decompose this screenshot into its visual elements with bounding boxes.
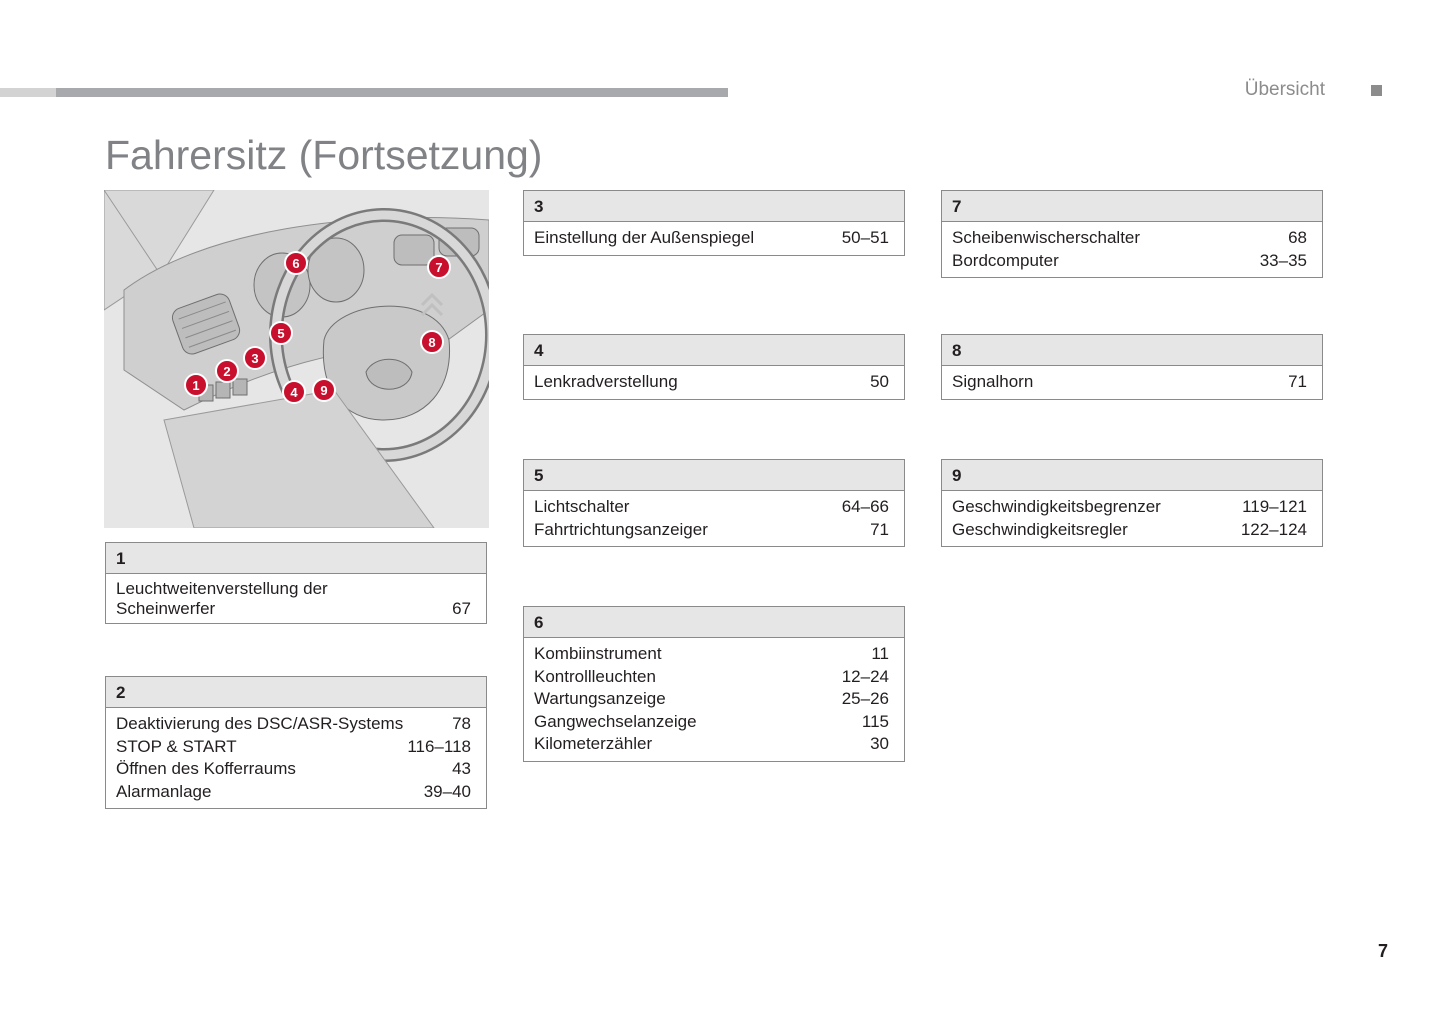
page-reference: 71 <box>1288 372 1307 391</box>
item-label: Öffnen des Kofferraums <box>116 759 296 778</box>
info-box-5 <box>523 459 905 547</box>
list-item <box>534 733 889 756</box>
page-reference: 122–124 <box>1240 519 1307 539</box>
list-item <box>952 371 1307 394</box>
item-label: Bordcomputer <box>952 250 1059 270</box>
item-label: Signalhorn <box>952 372 1034 391</box>
box-number: 2 <box>106 677 486 708</box>
box-number: 8 <box>942 335 1322 366</box>
info-box-4 <box>523 334 905 400</box>
item-label: Kilometerzähler <box>534 734 653 753</box>
list-item <box>534 496 889 519</box>
page-reference: 78 <box>452 714 471 733</box>
box-number: 7 <box>942 191 1322 222</box>
item-label: Kombiinstrument <box>534 644 662 663</box>
header-rule <box>56 88 728 97</box>
item-label: Lichtschalter <box>534 497 630 516</box>
page-reference: 115 <box>861 711 889 731</box>
svg-text:1: 1 <box>192 378 200 393</box>
item-label: Einstellung der Außenspiegel <box>534 228 755 247</box>
list-item <box>116 736 471 759</box>
page-reference: 116–118 <box>407 736 471 756</box>
page-reference: 11 <box>871 644 889 663</box>
list-item <box>534 666 889 689</box>
dashboard-illustration <box>104 190 489 528</box>
list-item <box>534 711 889 734</box>
item-label: Deaktivierung des DSC/ASR-Systems <box>116 714 404 733</box>
item-label: Kontrollleuchten <box>534 666 656 686</box>
svg-text:5: 5 <box>277 326 285 341</box>
item-label: Geschwindigkeitsbegrenzer <box>952 497 1161 516</box>
page-reference: 64–66 <box>841 497 889 516</box>
dashboard-drawing <box>104 190 489 528</box>
svg-text:8: 8 <box>428 335 436 350</box>
info-box-3 <box>523 190 905 256</box>
page-number: 7 <box>1378 941 1389 961</box>
page-reference: 33–35 <box>1259 250 1307 270</box>
svg-text:7: 7 <box>435 260 443 275</box>
box-number: 6 <box>524 607 904 638</box>
list-item <box>534 371 889 394</box>
info-box-2 <box>105 676 487 809</box>
page-title: Fahrersitz (Fortsetzung) <box>105 132 543 178</box>
box-number: 4 <box>524 335 904 366</box>
info-box-1 <box>105 542 487 624</box>
list-item <box>534 688 889 711</box>
box-number: 1 <box>106 543 486 574</box>
item-label: STOP & START <box>116 736 237 756</box>
item-label: Lenkradverstellung <box>534 372 678 391</box>
page-reference: 25–26 <box>841 689 889 708</box>
svg-text:4: 4 <box>290 385 298 400</box>
box-number: 3 <box>524 191 904 222</box>
list-item <box>534 519 889 542</box>
info-box-9 <box>941 459 1323 547</box>
page-reference: 119–121 <box>1242 497 1307 516</box>
item-label: Leuchtweitenverstellung der Scheinwerfer <box>116 579 328 618</box>
box-number: 5 <box>524 460 904 491</box>
info-box-6 <box>523 606 905 762</box>
page-reference: 71 <box>870 519 889 539</box>
section-label: Übersicht <box>1244 79 1325 100</box>
item-label: Alarmanlage <box>116 781 212 801</box>
section-marker-square <box>1371 85 1382 96</box>
list-item <box>116 758 471 781</box>
page-reference: 68 <box>1288 228 1307 247</box>
svg-text:2: 2 <box>223 364 231 379</box>
svg-text:6: 6 <box>292 256 300 271</box>
page-reference: 43 <box>452 759 471 778</box>
page-reference: 12–24 <box>841 666 889 686</box>
list-item <box>534 643 889 666</box>
list-item <box>952 227 1307 250</box>
info-box-7 <box>941 190 1323 278</box>
info-box-8 <box>941 334 1323 400</box>
header-rule-light <box>0 88 56 97</box>
page-reference: 39–40 <box>423 781 471 801</box>
page-reference: 50–51 <box>841 228 889 247</box>
item-label: Gangwechselanzeige <box>534 711 697 731</box>
list-item <box>952 250 1307 273</box>
page-reference: 50 <box>870 372 889 391</box>
list-item <box>952 519 1307 542</box>
item-label: Geschwindigkeitsregler <box>952 519 1128 539</box>
list-item <box>116 713 471 736</box>
svg-text:3: 3 <box>251 351 259 366</box>
item-label: Wartungsanzeige <box>534 689 666 708</box>
item-label: Fahrtrichtungsanzeiger <box>534 519 708 539</box>
list-item <box>116 781 471 804</box>
page-reference: 30 <box>870 734 889 753</box>
box-number: 9 <box>942 460 1322 491</box>
page-reference: 67 <box>452 598 471 618</box>
svg-text:9: 9 <box>320 383 328 398</box>
list-item <box>534 227 889 250</box>
list-item <box>116 579 471 618</box>
list-item <box>952 496 1307 519</box>
item-label: Scheibenwischerschalter <box>952 228 1141 247</box>
